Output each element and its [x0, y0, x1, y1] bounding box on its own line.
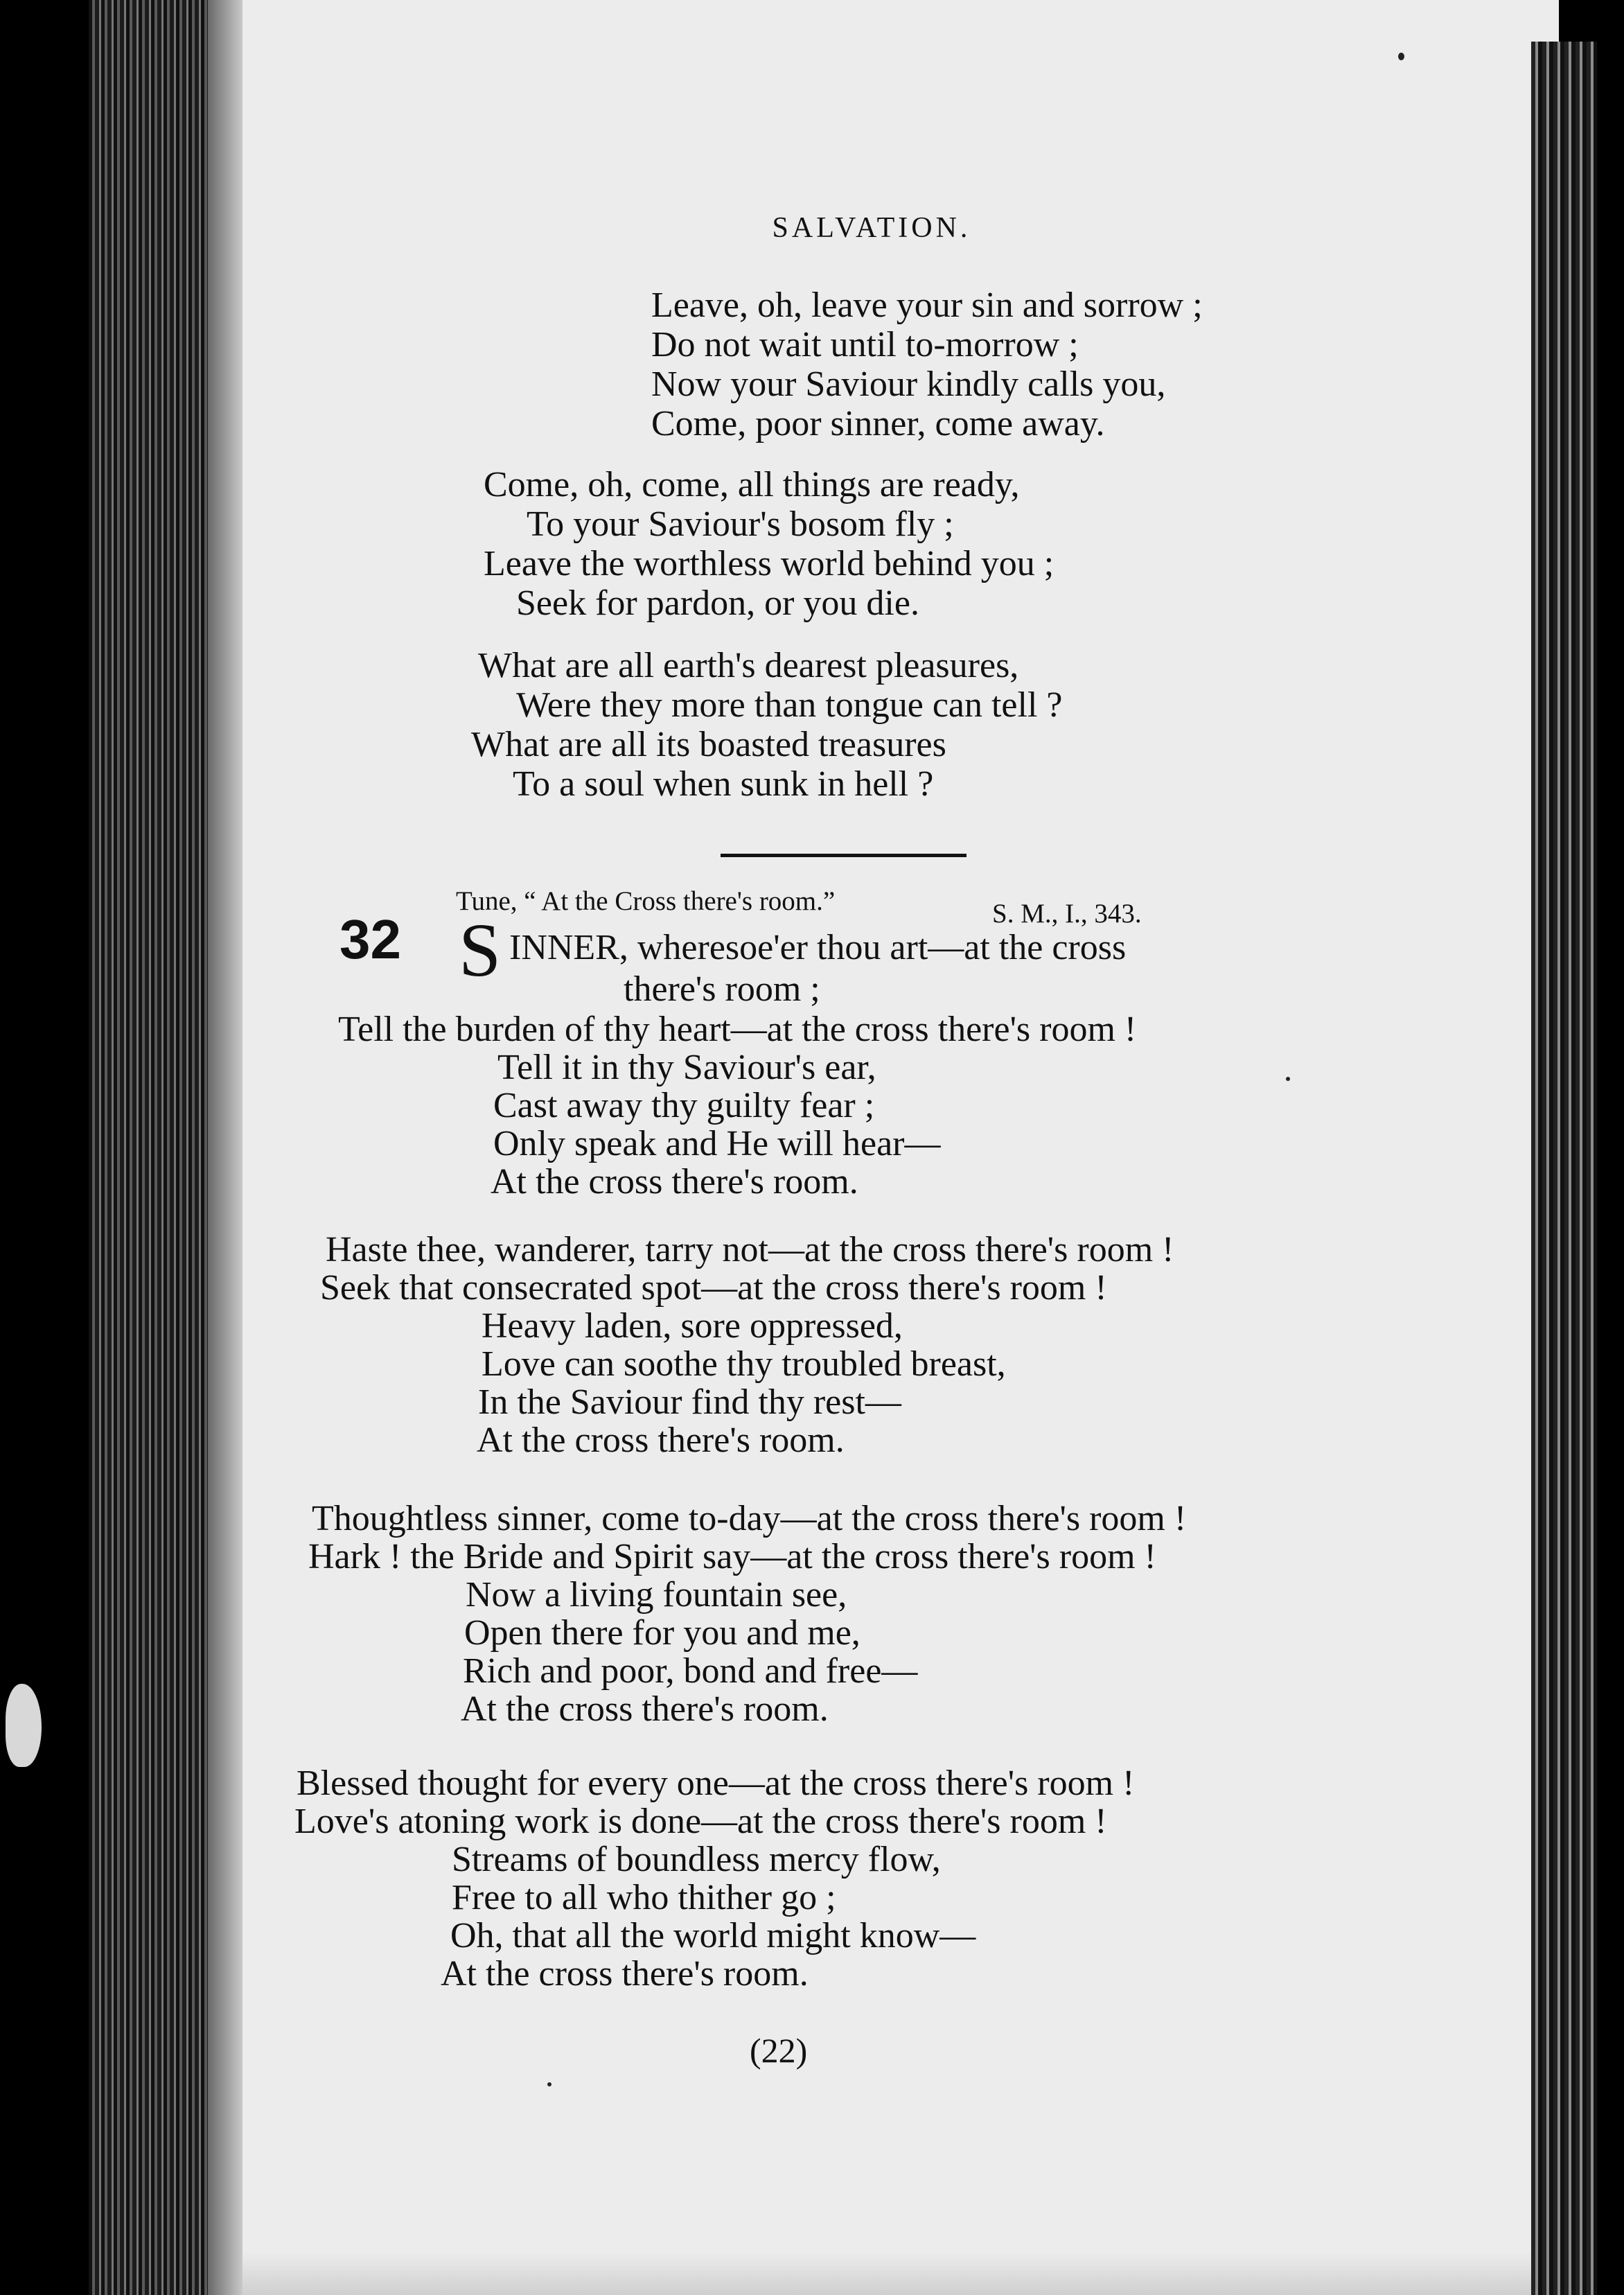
tune-caption: Tune, “ At the Cross there's room.”: [456, 886, 836, 916]
verse-line: Hark ! the Bride and Spirit say—at the cross there's room !: [308, 1537, 1156, 1576]
verse-line: Free to all who thither go ;: [452, 1878, 836, 1917]
verse-line: At the cross there's room.: [441, 1954, 809, 1994]
running-title: SALVATION.: [772, 212, 971, 244]
meter-reference: S. M., I., 343.: [992, 899, 1142, 929]
verse-line: Blessed thought for every one—at the cross there's room !: [297, 1764, 1135, 1803]
verse-line: INNER, wheresoe'er thou art—at the cross: [509, 928, 1127, 967]
verse-line: Now your Saviour kindly calls you,: [651, 364, 1166, 404]
page-number: (22): [750, 2031, 808, 2070]
verse-line: Come, oh, come, all things are ready,: [484, 465, 1020, 504]
verse-line: To your Saviour's bosom fly ;: [527, 504, 954, 544]
verse-line: Leave, oh, leave your sin and sorrow ;: [651, 285, 1203, 325]
verse-line: Heavy laden, sore oppressed,: [482, 1306, 903, 1346]
verse-line: At the cross there's room.: [491, 1162, 858, 1202]
drop-cap: S: [459, 908, 502, 992]
verse-line: Haste thee, wanderer, tarry not—at the cross there's room !: [326, 1230, 1174, 1269]
hymn-number: 32: [339, 908, 401, 970]
verse-line: Only speak and He will hear—: [493, 1124, 941, 1163]
page-bottom-shadow: [242, 2252, 1531, 2295]
verse-line: there's room ;: [624, 969, 820, 1009]
verse-line: Tell it in thy Saviour's ear,: [497, 1048, 876, 1087]
verse-line: Now a living fountain see,: [466, 1575, 847, 1615]
speck: [1398, 53, 1404, 60]
book-left-page-edges: [89, 0, 220, 2295]
verse-line: To a soul when sunk in hell ?: [513, 764, 934, 804]
verse-line: In the Saviour find thy rest—: [478, 1382, 901, 1422]
verse-line: Seek for pardon, or you die.: [516, 583, 919, 623]
book-right-page-edges: [1531, 42, 1597, 2295]
verse-line: What are all its boasted treasures: [471, 725, 946, 764]
scan-clip-mark: [6, 1684, 42, 1767]
verse-line: Come, poor sinner, come away.: [651, 404, 1105, 443]
section-divider: [721, 854, 967, 857]
speck: [1286, 1077, 1290, 1081]
speck: [547, 2082, 551, 2086]
verse-line: Love's atoning work is done—at the cross there's room !: [294, 1802, 1107, 1841]
verse-line: Love can soothe thy troubled breast,: [482, 1344, 1006, 1384]
verse-line: Do not wait until to-morrow ;: [651, 325, 1079, 364]
verse-line: Rich and poor, bond and free—: [463, 1651, 918, 1691]
verse-line: Leave the worthless world behind you ;: [484, 544, 1054, 583]
verse-line: Open there for you and me,: [464, 1613, 860, 1653]
verse-line: What are all earth's dearest pleasures,: [478, 646, 1019, 685]
verse-line: At the cross there's room.: [461, 1689, 829, 1729]
verse-line: Thoughtless sinner, come to-day—at the cross there's room !: [312, 1499, 1187, 1538]
verse-line: Seek that consecrated spot—at the cross there's room !: [320, 1268, 1107, 1308]
verse-line: Cast away thy guilty fear ;: [493, 1086, 875, 1125]
verse-line: Oh, that all the world might know—: [450, 1916, 976, 1955]
verse-line: Were they more than tongue can tell ?: [516, 685, 1063, 725]
verse-line: Tell the burden of thy heart—at the cross there's room !: [338, 1010, 1137, 1049]
verse-line: Streams of boundless mercy flow,: [452, 1840, 941, 1879]
verse-line: At the cross there's room.: [477, 1421, 845, 1460]
